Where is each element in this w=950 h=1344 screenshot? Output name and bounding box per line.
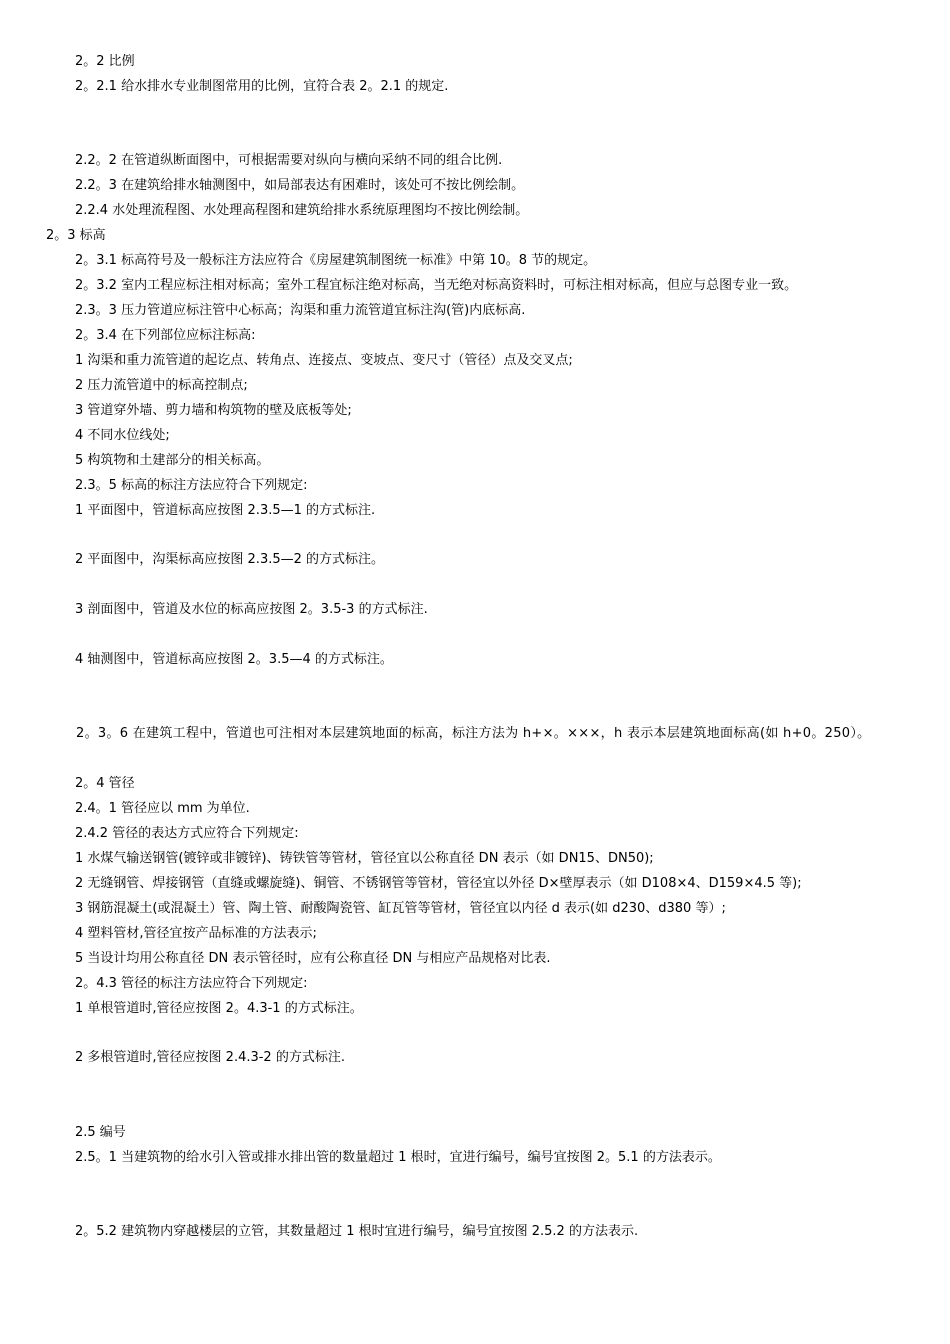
list-item: 1 沟渠和重力流管道的起讫点、转角点、连接点、变坡点、变尺寸（管径）点及交叉点; [75, 353, 573, 368]
clause-2-4-1: 2.4。1 管径应以 mm 为单位. [75, 801, 250, 816]
list-item: 4 塑料管材,管径宜按产品标准的方法表示; [75, 926, 317, 941]
section-heading-2-4: 2。4 管径 [75, 776, 135, 791]
clause-2-2-2: 2.2。2 在管道纵断面图中，可根据需要对纵向与横向采纳不同的组合比例. [75, 153, 503, 168]
section-heading-2-2: 2。2 比例 [75, 54, 135, 69]
list-item: 2 多根管道时,管径应按图 2.4.3-2 的方式标注. [75, 1050, 345, 1065]
list-item: 2 无缝钢管、焊接钢管（直缝或螺旋缝)、铜管、不锈钢管等管材，管径宜以外径 D×壁厚表示（如 D108×4、D159×4.5 等); [75, 876, 802, 891]
clause-2-3-2: 2。3.2 室内工程应标注相对标高；室外工程宜标注绝对标高，当无绝对标高资料时，可标注相对标高，但应与总图专业一致。 [75, 278, 798, 293]
section-heading-2-5: 2.5 编号 [75, 1125, 126, 1140]
clause-2-3-3: 2.3。3 压力管道应标注管中心标高；沟渠和重力流管道宜标注沟(管)内底标高. [75, 303, 526, 318]
clause-2-2-3: 2.2。3 在建筑给排水轴测图中，如局部表达有困难时，该处可不按比例绘制。 [75, 178, 525, 193]
list-item: 3 剖面图中，管道及水位的标高应按图 2。3.5-3 的方式标注. [75, 602, 428, 617]
clause-2-3-1: 2。3.1 标高符号及一般标注方法应符合《房屋建筑制图统一标准》中第 10。8 节的规定。 [75, 253, 597, 268]
list-item: 1 水煤气输送钢管(镀锌或非镀锌)、铸铁管等管材，管径宜以公称直径 DN 表示（如 DN15、DN50); [75, 851, 654, 866]
clause-2-2-4: 2.2.4 水处理流程图、水处理高程图和建筑给排水系统原理图均不按比例绘制。 [75, 203, 529, 218]
clause-2-3-6: 2。3。6 在建筑工程中，管道也可注相对本层建筑地面的标高，标注方法为 h+×。×××，h 表示本层建筑地面标高(如 h+0。250）。 [76, 726, 871, 741]
list-item: 3 钢筋混凝土(或混凝土）管、陶土管、耐酸陶瓷管、缸瓦管等管材，管径宜以内径 d 表示(如 d230、d380 等）; [75, 901, 726, 916]
clause-2-5-2: 2。5.2 建筑物内穿越楼层的立管，其数量超过 1 根时宜进行编号，编号宜按图 2.5.2 的方法表示. [75, 1224, 639, 1239]
clause-2-4-3: 2。4.3 管径的标注方法应符合下列规定: [75, 976, 308, 991]
list-item: 5 当设计均用公称直径 DN 表示管径时，应有公称直径 DN 与相应产品规格对比表. [75, 951, 551, 966]
clause-2-3-5: 2.3。5 标高的标注方法应符合下列规定: [75, 478, 308, 493]
list-item: 1 单根管道时,管径应按图 2。4.3-1 的方式标注。 [75, 1001, 363, 1016]
list-item: 3 管道穿外墙、剪力墙和构筑物的壁及底板等处; [75, 403, 352, 418]
list-item: 4 轴测图中，管道标高应按图 2。3.5—4 的方式标注。 [75, 652, 393, 667]
clause-2-4-2: 2.4.2 管径的表达方式应符合下列规定: [75, 826, 299, 841]
list-item: 2 平面图中，沟渠标高应按图 2.3.5—2 的方式标注。 [75, 552, 385, 567]
section-heading-2-3: 2。3 标高 [46, 228, 106, 243]
clause-2-3-4: 2。3.4 在下列部位应标注标高: [75, 328, 256, 343]
list-item: 2 压力流管道中的标高控制点; [75, 378, 248, 393]
list-item: 5 构筑物和土建部分的相关标高。 [75, 453, 270, 468]
clause-2-2-1: 2。2.1 给水排水专业制图常用的比例，宜符合表 2。2.1 的规定. [75, 79, 449, 94]
list-item: 4 不同水位线处; [75, 428, 170, 443]
clause-2-5-1: 2.5。1 当建筑物的给水引入管或排水排出管的数量超过 1 根时，宜进行编号，编号宜按图 2。5.1 的方法表示。 [75, 1150, 721, 1165]
list-item: 1 平面图中，管道标高应按图 2.3.5—1 的方式标注. [75, 503, 376, 518]
